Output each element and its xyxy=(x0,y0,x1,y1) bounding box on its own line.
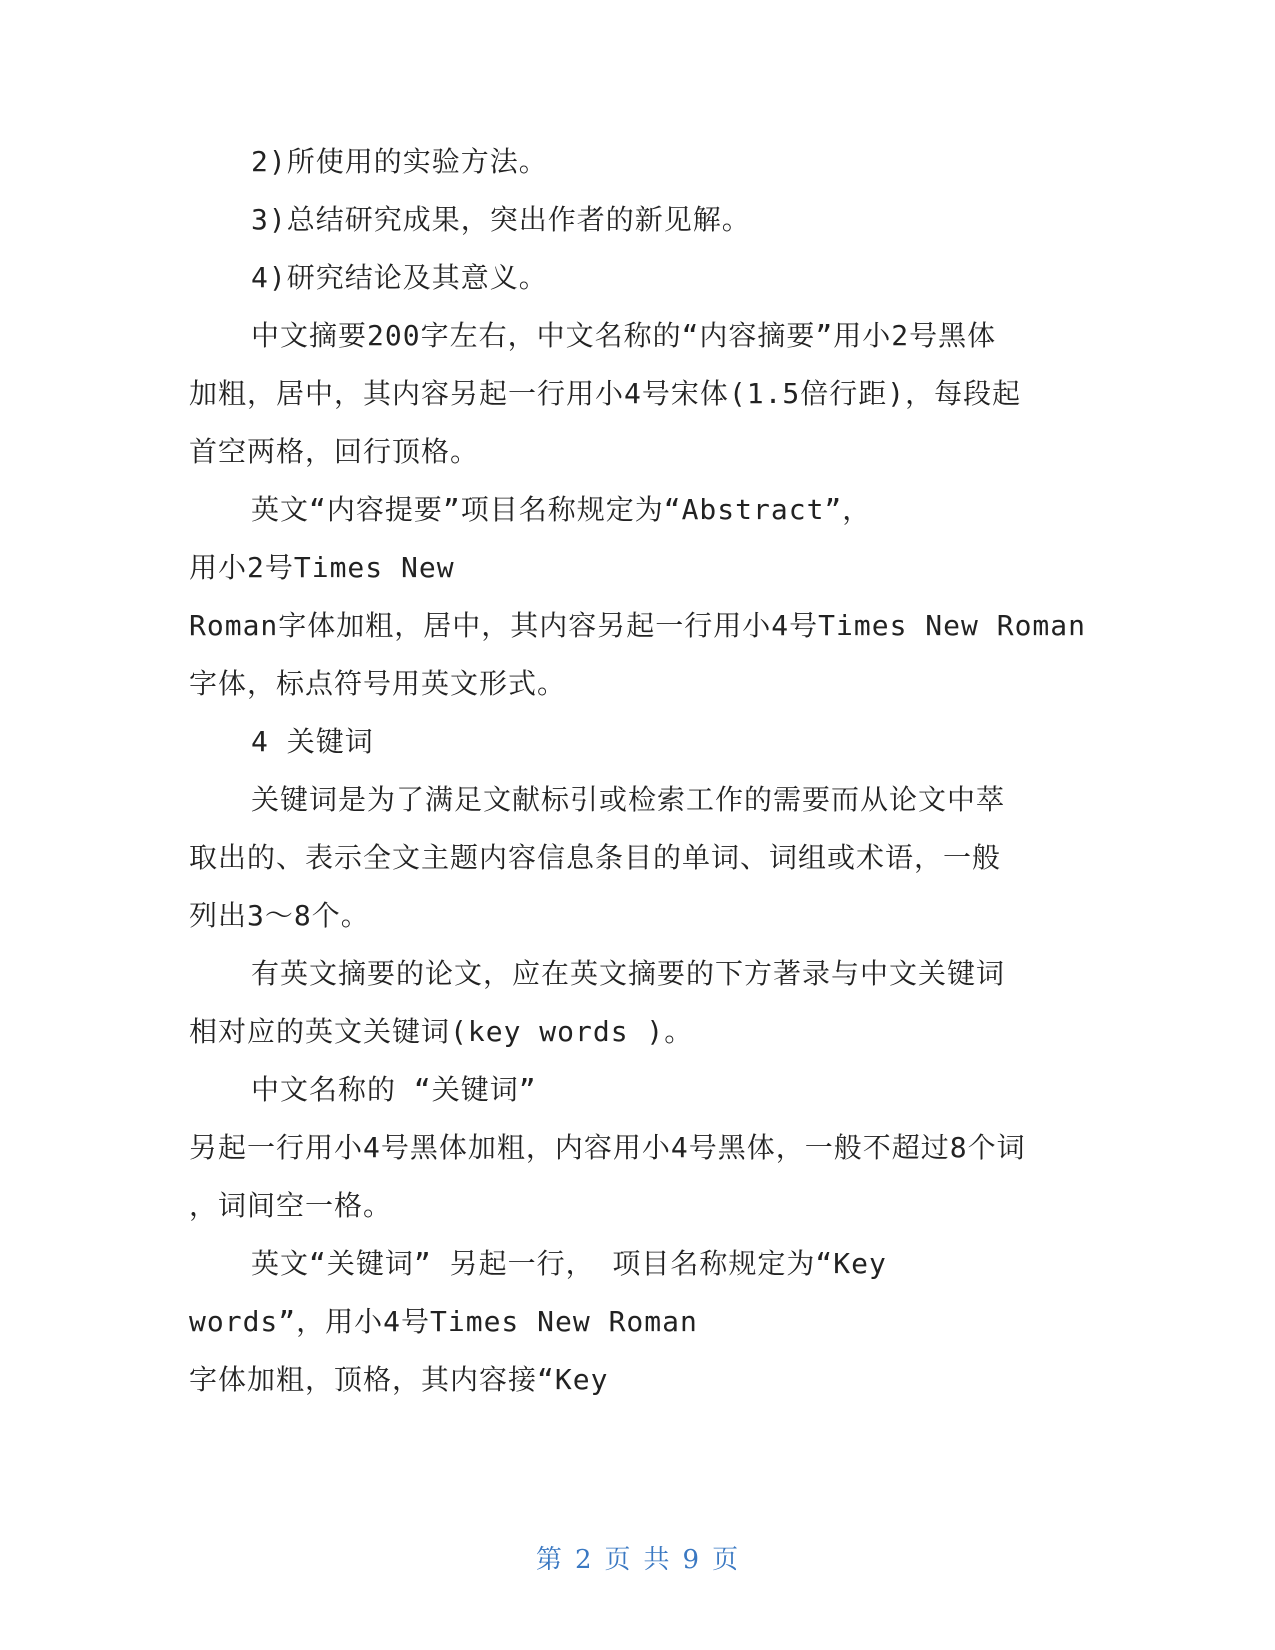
paragraph-keywords-def-line-2: 取出的、表示全文主题内容信息条目的单词、词组或术语，一般 xyxy=(189,841,1002,874)
footer-total-pages: 9 xyxy=(682,1545,701,1575)
list-item-conclusions: 4)研究结论及其意义。 xyxy=(251,261,548,294)
paragraph-english-abstract-line-3: Roman字体加粗，居中，其内容另起一行用小4号Times New Roman xyxy=(189,609,1087,642)
paragraph-english-keywords-format-line-1: 英文“关键词” 另起一行， 项目名称规定为“Key xyxy=(251,1247,887,1280)
footer-current-page: 2 xyxy=(574,1545,593,1575)
paragraph-chinese-abstract-line-1: 中文摘要200字左右，中文名称的“内容摘要”用小2号黑体 xyxy=(251,319,997,352)
paragraph-english-keywords-format-line-3: 字体加粗，顶格，其内容接“Key xyxy=(189,1363,609,1396)
footer-label-total: 共 xyxy=(643,1545,671,1575)
paragraph-keywords-def-line-3: 列出3～8个。 xyxy=(189,899,370,932)
paragraph-chinese-keywords-format-line-3: ，词间空一格。 xyxy=(189,1189,393,1222)
paragraph-english-abstract-line-2: 用小2号Times New xyxy=(189,551,455,584)
paragraph-english-keywords-format-line-2: words”，用小4号Times New Roman xyxy=(189,1305,698,1338)
paragraph-english-abstract-line-4: 字体，标点符号用英文形式。 xyxy=(189,667,567,700)
paragraph-chinese-abstract-line-2: 加粗，居中，其内容另起一行用小4号宋体(1.5倍行距)，每段起 xyxy=(189,377,1022,410)
paragraph-chinese-keywords-format-line-2: 另起一行用小4号黑体加粗，内容用小4号黑体，一般不超过8个词 xyxy=(189,1131,1026,1164)
section-heading-keywords: 4 关键词 xyxy=(251,725,374,758)
footer-label-page: 第 xyxy=(535,1545,563,1575)
paragraph-english-keywords-line-2: 相对应的英文关键词(key words )。 xyxy=(189,1015,694,1048)
paragraph-keywords-def-line-1: 关键词是为了满足文献标引或检索工作的需要而从论文中萃 xyxy=(251,783,1006,816)
list-item-research-results: 3)总结研究成果，突出作者的新见解。 xyxy=(251,203,751,236)
paragraph-english-keywords-line-1: 有英文摘要的论文，应在英文摘要的下方著录与中文关键词 xyxy=(251,957,1006,990)
paragraph-chinese-abstract-line-3: 首空两格，回行顶格。 xyxy=(189,435,480,468)
paragraph-chinese-keywords-format-line-1: 中文名称的 “关键词” xyxy=(251,1073,537,1106)
footer-label-total-unit: 页 xyxy=(712,1545,740,1575)
footer-label-page-unit: 页 xyxy=(604,1545,632,1575)
page-number-footer xyxy=(0,1540,1275,1580)
list-item-experiment-method: 2)所使用的实验方法。 xyxy=(251,145,548,178)
paragraph-english-abstract-line-1: 英文“内容提要”项目名称规定为“Abstract”， xyxy=(251,493,872,526)
